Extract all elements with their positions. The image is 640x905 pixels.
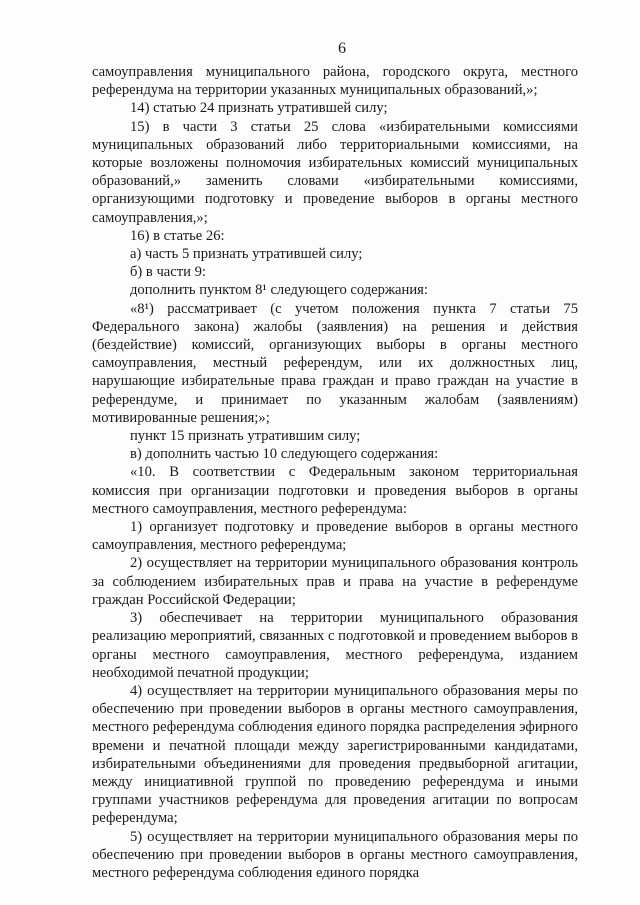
- paragraph: 14) статью 24 признать утратившей силу;: [130, 100, 388, 117]
- paragraph: 2) осуществляет на территории муниципального образования контроль за соблюдением избирательных прав и права на участие в референдуме граждан Российской Федерации;: [92, 555, 578, 608]
- paragraph: «8¹) рассматривает (с учетом положения пункта 7 статьи 75 Федерального закона) жалобы (заявления) на решения и действия (бездействие) комиссий, организующих выборы в органы местного самоуправления, местный референдум, или их должностных лиц, нарушающие избирательные права граждан и право граждан на участие в референдуме, и принимает по указанным жалобам (заявлениям) мотивированные решения;»;: [92, 300, 578, 426]
- paragraph: 5) осуществляет на территории муниципального образования меры по обеспечению при проведении выборов в органы местного самоуправления, местного референдума соблюдения единого порядка: [92, 828, 578, 881]
- paragraph: дополнить пунктом 8¹ следующего содержания:: [130, 282, 428, 299]
- paragraph: в) дополнить частью 10 следующего содержания:: [130, 446, 439, 463]
- page-number: 6: [338, 40, 346, 57]
- paragraph: 16) в статье 26:: [130, 227, 225, 244]
- paragraph: 15) в части 3 статьи 25 слова «избирательными комиссиями муниципальных образований либо территориальными комиссиями, на которые возложены полномочия избирательных комиссий муниципальных образований,» заменить словами «избирательными комиссиями, организующими подготовку и проведение выборов в органы местного самоуправления,»;: [92, 118, 578, 226]
- paragraph: «10. В соответствии с Федеральным законом территориальная комиссия при организации подготовки и проведения выборов в органы местного самоуправления, местного референдума:: [92, 464, 578, 517]
- document-body: [92, 63, 578, 882]
- paragraph: б) в части 9:: [130, 264, 206, 281]
- paragraph: а) часть 5 признать утратившей силу;: [130, 246, 363, 263]
- paragraph: пункт 15 признать утратившим силу;: [130, 428, 361, 445]
- paragraph: самоуправления муниципального района, городского округа, местного референдума на территории указанных муниципальных образований,»;: [92, 64, 578, 99]
- paragraph: 1) организует подготовку и проведение выборов в органы местного самоуправления, местного референдума;: [92, 519, 578, 554]
- paragraph: 3) обеспечивает на территории муниципального образования реализацию мероприятий, связанных с подготовкой и проведением выборов в органы местного самоуправления, местного референдума, изданием необходимой печатной продукции;: [92, 610, 578, 681]
- paragraph: 4) осуществляет на территории муниципального образования меры по обеспечению при проведении выборов в органы местного самоуправления, местного референдума соблюдения единого порядка распределения эфирного времени и печатной площади между зарегистрированными кандидатами, избирательными объединениями для проведения предвыборной агитации, между инициативной группой по проведению референдума и иными группами участников референдума для проведения агитации по вопросам референдума;: [92, 682, 578, 827]
